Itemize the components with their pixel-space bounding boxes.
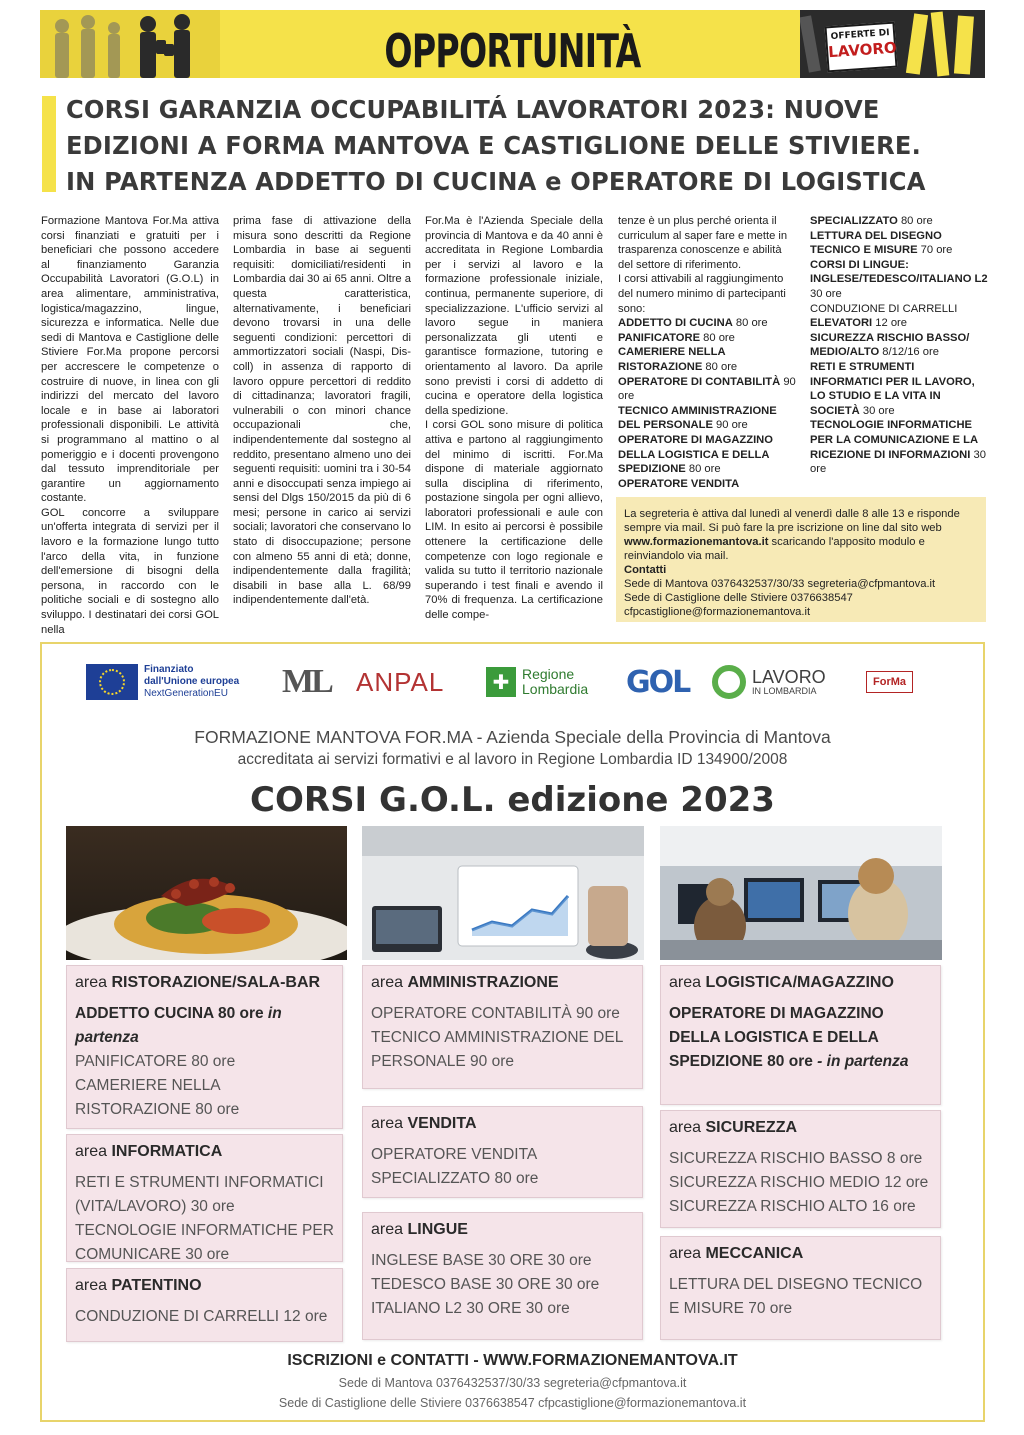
area-heading: area PATENTINO [75, 1277, 202, 1294]
article-column-1 [41, 214, 219, 637]
area-heading: area LINGUE [371, 1221, 468, 1238]
course-list-item: CORSI DI LINGUE: INGLESE/TEDESCO/ITALIANO L2 30 ore [810, 258, 988, 300]
regione-cross-icon: ✚ [486, 667, 516, 697]
organization-name: FORMAZIONE MANTOVA FOR.MA - Azienda Speciale della Provincia di Mantova [194, 727, 831, 747]
area-card-patentino [66, 1268, 343, 1342]
headline-line-3: IN PARTENZA ADDETTO DI CUCINA e OPERATORE DI LOGISTICA [66, 167, 926, 196]
course-list-item: SPECIALIZZATO 80 ore [810, 215, 933, 227]
website-link[interactable]: www.formazionemantova.it [624, 536, 769, 548]
area-heading: area MECCANICA [669, 1245, 804, 1262]
regione-lombardia-logo: ✚ Regione Lombardia [486, 660, 588, 704]
area-card-ristorazione [66, 965, 343, 1129]
article-paragraph: For.Ma è l'Azienda Speciale della provincia di Mantova e da 40 anni è accreditata in Regione Lombardia per i servizi al lavoro e la formazione professionale iniziale, continua, permanente superiore, di specializzazione. L'ufficio servizi al lavoro segue in maniera personalizzata gli utenti e garantisce formazione, tutoring e orientamento al lavoro. Da aprile sono previsti i corsi di addetto di cucina e operatore della logistica della spedizione. [425, 215, 603, 417]
area-heading: area SICUREZZA [669, 1119, 798, 1136]
eu-logo: Finanziato dall'Unione europea NextGenerationEU [86, 660, 239, 704]
course-item: PANIFICATORE 80 ore [75, 1053, 236, 1070]
accreditation-line: accreditata ai servizi formativi e al lavoro in Regione Lombardia ID 134900/2008 [237, 751, 788, 768]
course-item: TECNOLOGIE INFORMATICHE PER COMUNICARE 30 ore [75, 1222, 334, 1263]
area-card-sicurezza [660, 1110, 941, 1228]
forma-logo: ForMa [866, 660, 913, 704]
contact-castiglione-email: cfpcastiglione@formazionemantova.it [624, 606, 811, 618]
article-headline [66, 92, 996, 200]
food-photo [66, 826, 347, 960]
article-column-2 [233, 214, 411, 608]
headline-line-1: CORSI GARANZIA OCCUPABILITÁ LAVORATORI 2023: NUOVE [66, 95, 880, 124]
contact-mantova: Sede di Mantova 0376432537/30/33 segreteria@cfpmantova.it [624, 578, 936, 590]
offerte-di-lavoro-logo [800, 10, 985, 78]
footer-sede-castiglione: Sede di Castiglione delle Stiviere 0376638547 cfpcastiglione@formazionemantova.it [278, 1396, 747, 1410]
logo-stamp: OFFERTE DI LAVORO [824, 22, 897, 73]
article-paragraph: prima fase di attivazione della misura sono descritti da Regione Lombardia in base ai seguenti requisiti: domiciliati/residenti in Lombardia dai 30 ai 65 anni. Oltre a questa caratteristica, alternativamente, i beneficiari devono trovarsi in una delle seguenti condizioni: percettori di ammortizzatori sociali (Naspi, Dis-coll) in assenza di rapporto di lavoro oppure percettori di reddito di cittadinanza; lavoratori fragili, vulnerabili o con minori chance occupazionali che, indipendentemente dal sostegno al reddito, presentano almeno uno dei seguenti requisiti: uomini tra i 30-54 anni e disoccupati senza impiego ai sensi del Dlgs 150/2015 da più di 6 mesi; persone in carico ai servizi sociali; lavoratori che conservano lo stato di disoccupazione; persone con almeno 55 anni di età; donne, indipendentemente dalla fragilità; disabili in base alla L. 68/99 indipendentemente dall'età. [233, 215, 411, 607]
area-heading: area AMMINISTRAZIONE [371, 974, 559, 991]
course-item: SICUREZZA RISCHIO ALTO 16 ore [669, 1198, 916, 1215]
course-item: ITALIANO L2 30 ORE 30 ore [371, 1300, 570, 1317]
registration-contacts-heading[interactable]: ISCRIZIONI e CONTATTI - WWW.FORMAZIONEMANTOVA.IT [287, 1352, 738, 1369]
course-list-item: TECNOLOGIE INFORMATICHE PER LA COMUNICAZIONE E LA RICEZIONE DI INFORMAZIONI 30 ore [810, 419, 986, 476]
area-card-informatica [66, 1134, 343, 1262]
course-item: TEDESCO BASE 30 ORE 30 ore [371, 1276, 600, 1293]
area-heading: area INFORMATICA [75, 1143, 223, 1160]
course-list-item: ADDETTO DI CUCINA 80 ore [618, 317, 768, 330]
course-list-item: OPERATORE VENDITA [618, 477, 740, 490]
course-list-item: CONDUZIONE DI CARRELLI [810, 302, 958, 315]
secretariat-info-box: La segreteria è attiva dal lunedì al venerdì dalle 8 alle 13 e risponde sempre via mail. Si può fare la pre iscrizione on line dal sito web www.formazionemantova.it scaricando l'apposito modulo e reinviandolo via mail. Contatti Sede di Mantova 0376432537/30/33 segreteria@cfpmantova.it Sede di Castiglione delle Stiviere 0376638547 cfpcastiglione@formazionemantova.it [616, 497, 986, 622]
course-item: ADDETTO CUCINA 80 ore in partenza [75, 1005, 282, 1046]
lavoro-in-lombardia-logo: LAVORO IN LOMBARDIA [712, 660, 826, 704]
area-card-meccanica [660, 1236, 941, 1340]
area-card-lingue [362, 1212, 643, 1340]
course-item: SICUREZZA RISCHIO MEDIO 12 ore [669, 1174, 929, 1191]
area-heading: area LOGISTICA/MAGAZZINO [669, 974, 894, 991]
gol-courses-advert [40, 642, 985, 1422]
advert-title: CORSI G.O.L. edizione 2023 [250, 780, 775, 820]
area-heading: area VENDITA [371, 1115, 477, 1132]
course-list [810, 214, 988, 477]
course-item: LETTURA DEL DISEGNO TECNICO E MISURE 70 ore [669, 1276, 923, 1317]
course-list-item: OPERATORE DI MAGAZZINO DELLA LOGISTICA E DELLA SPEDIZIONE 80 ore [618, 433, 773, 476]
footer-sede-mantova: Sede di Mantova 0376432537/30/33 segreteria@cfpmantova.it [338, 1376, 687, 1390]
contacts-label: Contatti [624, 564, 667, 576]
area-card-logistica [660, 965, 941, 1105]
course-item: CONDUZIONE DI CARRELLI 12 ore [75, 1308, 328, 1325]
eu-flag-icon [86, 664, 138, 700]
classroom-photo [660, 826, 942, 960]
section-kicker: OPPORTUNITÀ [384, 24, 641, 78]
course-item: CAMERIERE NELLA RISTORAZIONE 80 ore [75, 1077, 240, 1118]
ministry-logo: ML [282, 663, 331, 700]
anpal-logo: ANPAL [356, 666, 445, 697]
article-paragraph: GOL concorre a sviluppare un'offerta integrata di servizi per il lavoro e la formazione lungo tutto l'arco della vita, in funzione dell'emersione di bisogni della persona, in raccordo con le politiche sociali e di sostegno allo sviluppo. I destinatari dei corsi GOL nella [41, 506, 219, 636]
area-card-vendita [362, 1106, 643, 1198]
section-header-band [40, 10, 985, 78]
article-paragraph: Formazione Mantova For.Ma attiva corsi finanziati e gratuiti per i beneficiari che possono accedere al finanziamento Garanzia Occupabilità Lavoratori (G.O.L) in area alimentare, amministrativa, logistica/magazzino, lingue, sicurezza e informatica. Nelle due sedi di Mantova e Castiglione delle Stiviere For.Ma propone percorsi per accrescere le competenze o costruire di nuove, in linea con gli indirizzi del mercato del lavoro locale e in base ai laboratori professionali disponibili. Le attività si programmano al mattino o al pomeriggio e i docenti provengono dal tessuto imprenditoriale per garantire un aggiornamento costante. [41, 215, 219, 505]
article-paragraph: I corsi attivabili al raggiungimento del numero minimo di partecipanti sono: [618, 273, 786, 315]
course-item: RETI E STRUMENTI INFORMATICI (VITA/LAVORO) 30 ore [75, 1174, 324, 1215]
course-item: OPERATORE VENDITA SPECIALIZZATO 80 ore [371, 1146, 539, 1187]
contact-castiglione: Sede di Castiglione delle Stiviere 0376638547 [624, 592, 853, 604]
course-list-item: LETTURA DEL DISEGNO TECNICO E MISURE 70 ore [810, 229, 953, 257]
course-item: SICUREZZA RISCHIO BASSO 8 ore [669, 1150, 923, 1167]
course-list-item: OPERATORE DI CONTABILITÀ 90 ore [618, 375, 796, 403]
article-column-3 [425, 214, 603, 623]
course-list-item: ELEVATORI 12 ore [810, 317, 908, 330]
article-column-5 [810, 214, 988, 477]
headline-line-2: EDIZIONI A FORMA MANTOVA E CASTIGLIONE DELLE STIVIERE. [66, 131, 921, 160]
course-item: TECNICO AMMINISTRAZIONE DEL PERSONALE 90 ore [371, 1029, 623, 1070]
course-list-item: PANIFICATORE 80 ore [618, 331, 735, 344]
headline-accent-bar [42, 96, 56, 192]
course-list-item: RETI E STRUMENTI INFORMATICI PER IL LAVORO, LO STUDIO E LA VITA IN SOCIETÀ 30 ore [810, 360, 975, 417]
course-list [618, 316, 796, 491]
article-column-4 [618, 214, 796, 491]
gol-logo: GOL [626, 664, 690, 700]
course-item: INGLESE BASE 30 ORE 30 ore [371, 1252, 592, 1269]
partner-logos-row [86, 660, 946, 704]
course-list-item: TECNICO AMMINISTRAZIONE DEL PERSONALE 90 ore [618, 404, 777, 432]
course-list-item: SICUREZZA RISCHIO BASSO/ MEDIO/ALTO 8/12/16 ore [810, 331, 970, 359]
article-paragraph: I corsi GOL sono misure di politica attiva e partono al raggiungimento del minimo di iscritti. For.Ma dispone di materiale aggiornato sulla disciplina di riferimento, postazione singola per ogni allievo, laboratori professionali e aule con LIM. In esito ai percorsi è possibile ottenere la certificazione delle competenze con logo regionale e valida su tutto il territorio nazionale superando i test finali e avendo il 70% di frequenza. La certificazione delle compe- [425, 419, 603, 622]
area-heading: area RISTORAZIONE/SALA-BAR [75, 974, 321, 991]
course-list-item: CAMERIERE NELLA RISTORAZIONE 80 ore [618, 346, 738, 373]
article-paragraph: tenze è un plus perché orienta il curriculum al saper fare e mette in trasparenza conoscenze e abilità del settore di riferimento. [618, 215, 788, 271]
area-card-amministrazione [362, 965, 643, 1089]
course-item: OPERATORE CONTABILITÀ 90 ore [371, 1005, 620, 1022]
course-item: OPERATORE DI MAGAZZINO DELLA LOGISTICA E DELLA SPEDIZIONE 80 ore - in partenza [669, 1005, 909, 1070]
office-photo [362, 826, 644, 960]
lavoro-circle-icon [712, 665, 746, 699]
